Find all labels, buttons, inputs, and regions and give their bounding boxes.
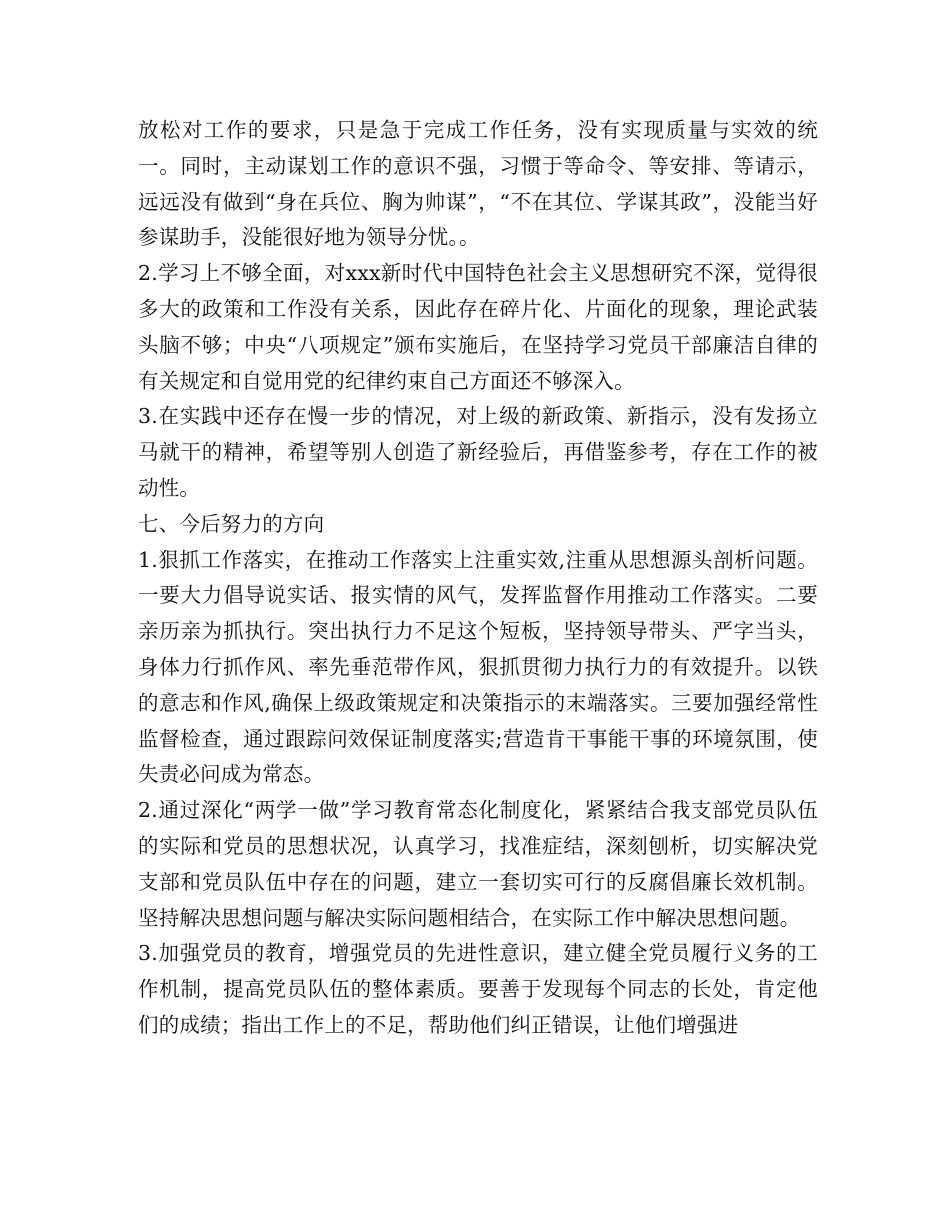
document-body	[138, 113, 818, 1044]
paragraph-direction-3: 3.加强党员的教育，增强党员的先进性意识，建立健全党员履行义务的工作机制，提高党员队伍的整体素质。要善于发现每个同志的长处，肯定他们的成绩；指出工作上的不足，帮助他们纠正错误，让他们增强进	[138, 941, 818, 1037]
paragraph-study-issue: 2.学习上不够全面，对xxx新时代中国特色社会主义思想研究不深，觉得很多大的政策和工作没有关系，因此存在碎片化、片面化的现象，理论武装头脑不够；中央“八项规定”颁布实施后，在坚持学习党员干部廉洁自律的有关规定和自觉用党的纪律约束自己方面还不够深入。	[138, 261, 818, 393]
paragraph-direction-1: 1.狠抓工作落实，在推动工作落实上注重实效,注重从思想源头剖析问题。一要大力倡导说实话、报实情的风气，发挥监督作用推动工作落实。二要亲历亲为抓执行。突出执行力不足这个短板，坚持领导带头、严字当头，身体力行抓作风、率先垂范带作风，狠抓贯彻力执行力的有效提升。以铁的意志和作风,确保上级政策规定和决策指示的末端落实。三要加强经常性监督检查，通过跟踪问效保证制度落实;营造肯干事能干事的环境氛围，使失责必问成为常态。	[138, 547, 818, 787]
paragraph-direction-2: 2.通过深化“两学一做”学习教育常态化制度化，紧紧结合我支部党员队伍的实际和党员的思想状况，认真学习，找准症结，深刻刨析，切实解决党支部和党员队伍中存在的问题，建立一套切实可行的反腐倡廉长效机制。坚持解决思想问题与解决实际问题相结合，在实际工作中解决思想问题。	[138, 798, 818, 930]
paragraph-work-attitude: 放松对工作的要求，只是急于完成工作任务，没有实现质量与实效的统一。同时，主动谋划工作的意识不强，习惯于等命令、等安排、等请示，远远没有做到“身在兵位、胸为帅谋”，“不在其位、学谋其政”，没能当好参谋助手，没能很好地为领导分忧。。	[138, 118, 818, 250]
paragraph-practice-issue: 3.在实践中还存在慢一步的情况，对上级的新政策、新指示，没有发扬立马就干的精神，希望等别人创造了新经验后，再借鉴参考，存在工作的被动性。	[138, 404, 818, 500]
section-heading-future-direction: 七、今后努力的方向	[138, 511, 325, 536]
